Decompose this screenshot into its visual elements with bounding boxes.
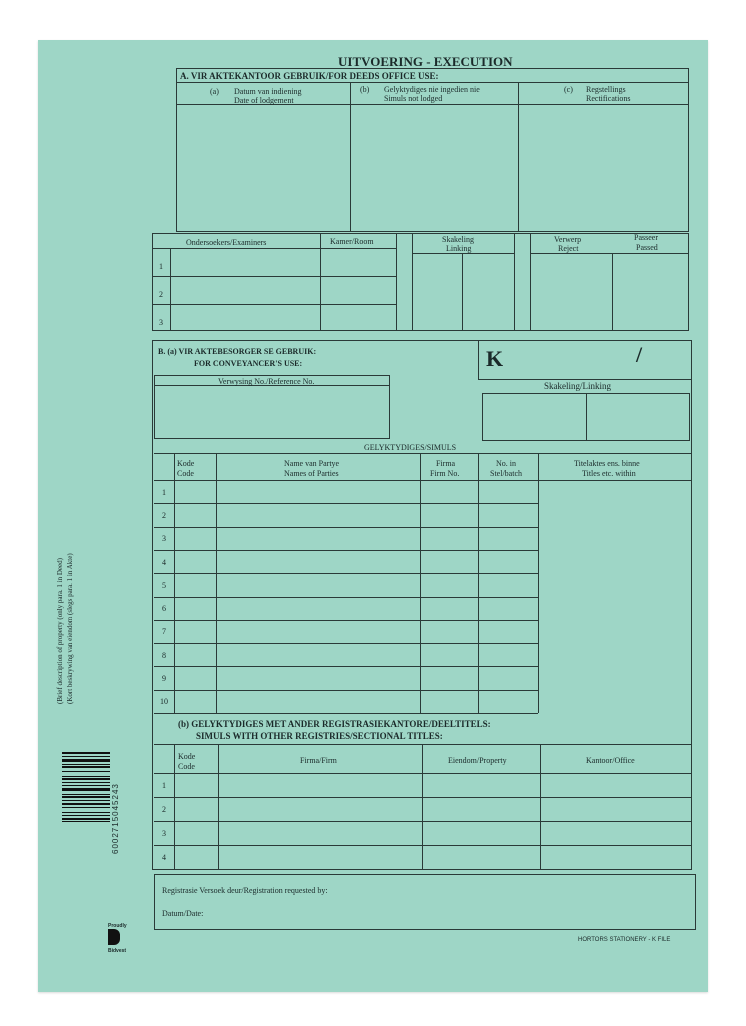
barcode-bar: [62, 803, 110, 805]
table-row-divider: [154, 666, 538, 667]
col-a-marker: (a): [210, 87, 219, 96]
col-code-2: Code: [177, 469, 194, 478]
col-a-line1: Datum van indiening: [234, 87, 302, 96]
barcode-bar: [62, 785, 110, 786]
b2-property: Eiendom/Property: [448, 756, 507, 765]
divider: [530, 253, 689, 254]
b2-firm: Firma/Firm: [300, 756, 337, 765]
col-code-1: Kode: [177, 459, 195, 468]
barcode-bar: [62, 778, 110, 780]
col-firm-1: Firma: [436, 459, 456, 468]
col-b-marker: (b): [360, 85, 370, 94]
row-number: 4: [162, 853, 166, 862]
divider: [154, 480, 692, 481]
divider: [154, 453, 692, 454]
section-b2-heading-2: SIMULS WITH OTHER REGISTRIES/SECTIONAL TITLES:: [196, 731, 443, 741]
table-row-divider: [154, 620, 538, 621]
barcode-bar: [62, 807, 110, 808]
row-number: 1: [159, 262, 163, 271]
divider: [412, 233, 413, 331]
row-number: 2: [162, 510, 166, 520]
examiners-label: Ondersoekers/Examiners: [186, 238, 267, 247]
divider: [154, 744, 692, 745]
row-number: 9: [162, 674, 166, 684]
divider: [462, 253, 463, 331]
k-file-cover: [38, 40, 708, 992]
row-number: 6: [162, 604, 166, 614]
col-c-line1: Regstellings: [586, 85, 626, 94]
table-row-divider: [154, 643, 538, 644]
divider: [154, 773, 692, 774]
barcode-bar: [62, 752, 110, 754]
table-row-divider: [154, 597, 538, 598]
row-number: 3: [159, 318, 163, 327]
row-number: 4: [162, 557, 166, 567]
col-names-2: Names of Parties: [284, 469, 339, 478]
barcode-bar: [62, 796, 110, 798]
row-number: 5: [162, 580, 166, 590]
divider: [478, 453, 479, 713]
barcode-bar: [62, 756, 110, 757]
linking-label-2: Linking: [446, 244, 472, 253]
barcode-bar: [62, 821, 110, 822]
col-c-marker: (c): [564, 85, 573, 94]
divider: [420, 453, 421, 713]
table-row-divider: [154, 503, 538, 504]
divider: [538, 453, 539, 713]
section-b-heading-2: FOR CONVEYANCER'S USE:: [194, 359, 303, 368]
row-number: 8: [162, 650, 166, 660]
divider: [530, 233, 531, 331]
passed-label-1: Passeer: [634, 233, 658, 242]
k-file-number-box[interactable]: [478, 340, 692, 380]
barcode-bar: [62, 766, 110, 768]
table-row-divider: [154, 550, 538, 551]
barcode-bar: [62, 788, 110, 791]
divider: [514, 233, 515, 331]
linking-label: Skakeling/Linking: [544, 381, 611, 391]
divider: [216, 453, 217, 713]
divider: [586, 393, 587, 441]
date-label: Datum/Date:: [162, 909, 204, 918]
barcode-number: 6002715045243: [111, 783, 120, 854]
barcode: [62, 752, 110, 856]
page-title: UITVOERING - EXECUTION: [338, 54, 513, 69]
col-c-line2: Rectifications: [586, 94, 631, 103]
row-number: 1: [162, 781, 166, 790]
side-text-2: (Kort beskrywing van eiendom (slegs para. 1 in Akte): [66, 553, 74, 704]
b2-office: Kantoor/Office: [586, 756, 635, 765]
section-b-heading-1: B. (a) VIR AKTEBESORGER SE GEBRUIK:: [158, 347, 317, 356]
divider: [412, 253, 514, 254]
divider: [396, 233, 397, 331]
barcode-bar: [62, 782, 110, 783]
row-number: 3: [162, 829, 166, 838]
section-b2-heading-1: (b) GELYKTYDIGES MET ANDER REGISTRASIEKANTORE/DEELTITELS:: [178, 719, 491, 729]
col-a-line2: Date of lodgement: [234, 96, 294, 105]
table-row-divider: [154, 690, 538, 691]
divider: [152, 276, 396, 277]
divider: [152, 304, 396, 305]
bidvest-logo-icon: [108, 929, 120, 945]
row-number: 2: [159, 290, 163, 299]
barcode-bar: [62, 776, 110, 777]
divider: [174, 453, 175, 713]
row-number: 7: [162, 627, 166, 637]
table-row-divider: [154, 821, 692, 822]
side-text-1: (Brief description of property (only para. 1 in Deed): [56, 558, 64, 704]
reject-label-1: Verwerp: [554, 235, 582, 244]
registration-box[interactable]: [154, 874, 696, 930]
divider: [152, 248, 396, 249]
divider: [540, 744, 541, 870]
col-names-1: Name van Partye: [284, 459, 340, 468]
row-number: 10: [160, 697, 168, 707]
barcode-bar: [62, 771, 110, 772]
col-b-line2: Simuls not lodged: [384, 94, 443, 103]
barcode-bar: [62, 759, 110, 762]
reference-label: Verwysing No./Reference No.: [218, 377, 315, 386]
divider: [612, 253, 613, 331]
table-row-divider: [154, 573, 538, 574]
passed-label-2: Passed: [636, 243, 658, 252]
barcode-bar: [62, 800, 110, 801]
b2-code-1: Kode: [178, 752, 196, 761]
table-row-divider: [154, 713, 538, 714]
k-letter: K: [486, 346, 504, 371]
barcode-bar: [62, 764, 110, 765]
table-row-divider: [154, 797, 692, 798]
b2-code-2: Code: [178, 762, 195, 771]
table-row-divider: [154, 845, 692, 846]
col-batch-2: Stel/batch: [490, 469, 522, 478]
room-label: Kamer/Room: [330, 237, 374, 246]
simuls-heading: GELYKTYDIGES/SIMULS: [364, 443, 457, 452]
divider: [422, 744, 423, 870]
col-titles-1: Titelaktes ens. binne: [574, 459, 640, 468]
col-batch-1: No. in: [496, 459, 516, 468]
k-slash: /: [636, 342, 643, 367]
divider: [174, 744, 175, 870]
barcode-bar: [62, 812, 110, 813]
linking-label-1: Skakeling: [442, 235, 474, 244]
section-a-heading: A. VIR AKTEKANTOOR GEBRUIK/FOR DEEDS OFFICE USE:: [180, 71, 439, 81]
barcode-bar: [62, 794, 110, 795]
brand-label: HORTORS STATIONERY - K FILE: [578, 937, 671, 943]
col-b-line1: Gelyktydiges nie ingedien nie: [384, 85, 480, 94]
registration-label: Registrasie Versoek deur/Registration requested by:: [162, 886, 328, 895]
row-number: 2: [162, 805, 166, 814]
row-number: 3: [162, 534, 166, 544]
divider: [170, 248, 171, 331]
divider: [218, 744, 219, 870]
row-number: 1: [162, 487, 166, 497]
table-row-divider: [154, 527, 538, 528]
logo-top-text: Proudly: [108, 923, 127, 929]
barcode-bar: [62, 815, 110, 816]
col-titles-2: Titles etc. within: [582, 469, 636, 478]
logo-bottom-text: Bidvest: [108, 948, 127, 954]
col-firm-2: Firm No.: [430, 469, 460, 478]
reject-label-2: Reject: [558, 244, 579, 253]
barcode-bar: [62, 818, 110, 820]
divider: [176, 82, 689, 83]
